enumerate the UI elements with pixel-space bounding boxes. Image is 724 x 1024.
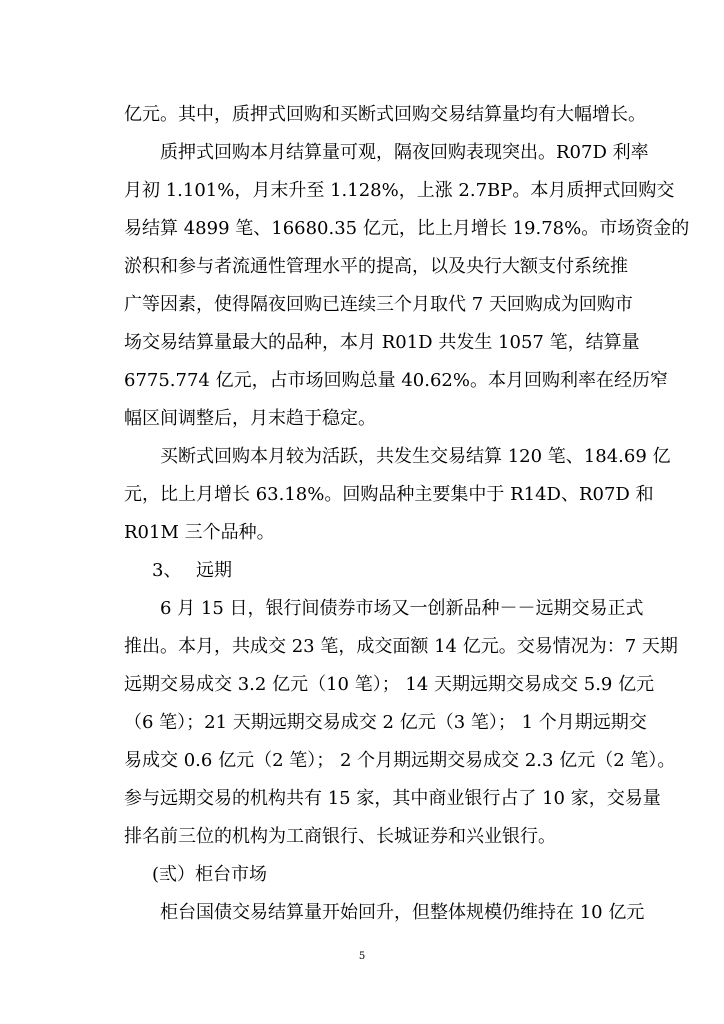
section-heading (124, 552, 616, 590)
section-heading: (弎）柜台市场 (152, 864, 268, 885)
text-line: 易成交 0.6 亿元（2 笔）； 2 个月期远期交易成交 2.3 亿元（2 笔）。 (124, 750, 676, 771)
section-title: 远期 (196, 560, 232, 581)
text-line: 买断式回购本月较为活跃，共发生交易结算 120 笔、184.69 亿 (160, 446, 671, 467)
text-line: 6775.774 亿元，占市场回购总量 40.62%。本月回购利率在经历窄 (124, 370, 668, 391)
text-line: R01M 三个品种。 (124, 522, 275, 543)
text-line: 元，比上月增长 63.18%。回购品种主要集中于 R14D、R07D 和 (124, 484, 654, 505)
body-text (124, 96, 690, 932)
text-line: 广等因素，使得隔夜回购已连续三个月取代 7 天回购成为回购市 (124, 294, 633, 315)
text-line: 幅区间调整后，月末趋于稳定。 (124, 408, 376, 429)
text-line: 亿元。其中，质押式回购和买断式回购交易结算量均有大幅增长。 (124, 104, 646, 125)
section-number: 3、 (152, 560, 182, 581)
text-line: 月初 1.101%，月末升至 1.128%，上涨 2.7BP。本月质押式回购交 (124, 180, 675, 201)
text-line: 场交易结算量最大的品种，本月 R01D 共发生 1057 笔，结算量 (124, 332, 640, 353)
text-line: 排名前三位的机构为工商银行、长城证券和兴业银行。 (124, 826, 556, 847)
text-line: 6 月 15 日，银行间债券市场又一创新品种－－远期交易正式 (160, 598, 644, 619)
text-line: 质押式回购本月结算量可观，隔夜回购表现突出。R07D 利率 (160, 142, 649, 163)
text-line: 淤积和参与者流通性管理水平的提高，以及央行大额支付系统推 (124, 256, 628, 277)
text-line: 远期交易成交 3.2 亿元（10 笔）； 14 天期远期交易成交 5.9 亿元 (124, 674, 655, 695)
page-number: 5 (358, 951, 366, 962)
text-line: 参与远期交易的机构共有 15 家，其中商业银行占了 10 家，交易量 (124, 788, 661, 809)
text-line: 易结算 4899 笔、16680.35 亿元，比上月增长 19.78%。市场资金的 (124, 218, 690, 239)
text-line: 推出。本月，共成交 23 笔，成交面额 14 亿元。交易情况为：7 天期 (124, 636, 678, 657)
text-line: （6 笔）；21 天期远期交易成交 2 亿元（3 笔）； 1 个月期远期交 (124, 712, 647, 733)
text-line: 柜台国债交易结算量开始回升，但整体规模仍维持在 10 亿元 (160, 902, 645, 923)
